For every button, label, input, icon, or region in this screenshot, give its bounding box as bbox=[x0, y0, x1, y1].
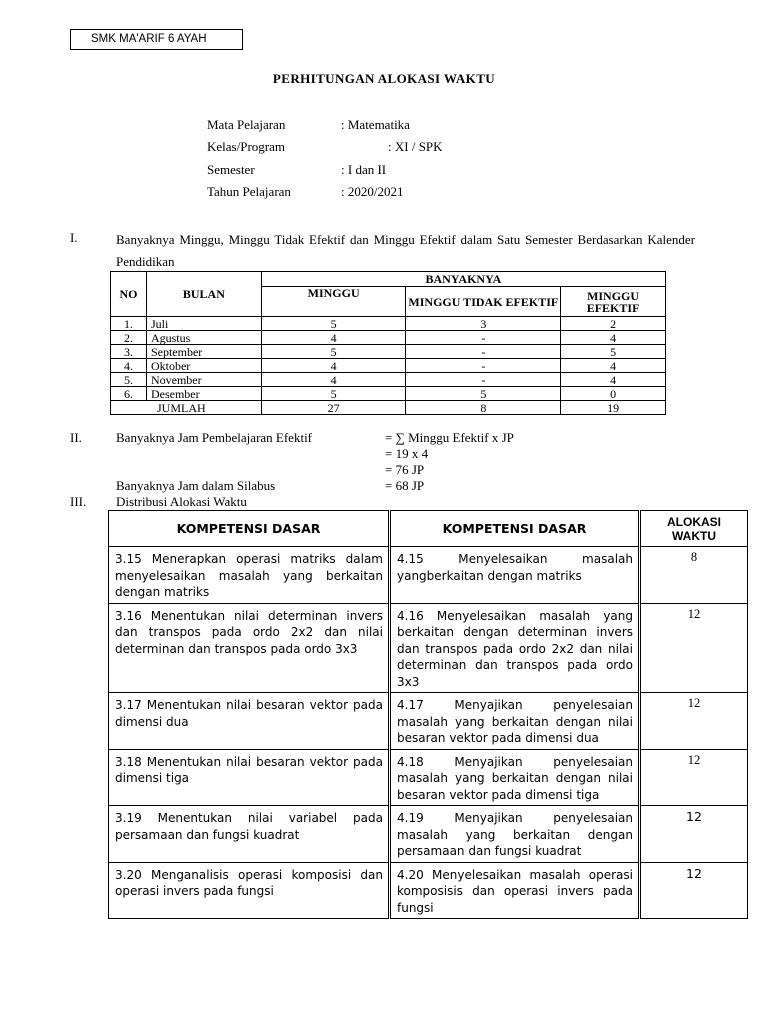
total-minggu: 27 bbox=[261, 401, 406, 415]
cell-tidak-efektif: 3 bbox=[406, 317, 561, 331]
cell-minggu: 5 bbox=[261, 317, 406, 331]
cell-minggu: 5 bbox=[261, 387, 406, 401]
cell-alokasi: 8 bbox=[640, 547, 748, 604]
cell-bulan: September bbox=[146, 345, 261, 359]
cell-bulan: November bbox=[146, 373, 261, 387]
table-row bbox=[111, 317, 666, 331]
header-bulan: BULAN bbox=[146, 272, 261, 317]
table-row bbox=[109, 749, 748, 806]
info-value: : XI / SPK bbox=[388, 139, 443, 154]
cell-no: 4. bbox=[111, 359, 147, 373]
section-3-number: III. bbox=[70, 494, 87, 509]
cell-tidak-efektif: - bbox=[406, 373, 561, 387]
cell-minggu: 5 bbox=[261, 345, 406, 359]
cell-minggu: 4 bbox=[261, 359, 406, 373]
total-efektif: 19 bbox=[561, 401, 666, 415]
cell-efektif: 4 bbox=[561, 359, 666, 373]
cell-no: 1. bbox=[111, 317, 147, 331]
school-name-box: SMK MA'ARIF 6 AYAH bbox=[70, 29, 243, 50]
cell-no: 6. bbox=[111, 387, 147, 401]
cell-alokasi: 12 bbox=[640, 603, 748, 693]
cell-alokasi: 12 bbox=[640, 693, 748, 750]
cell-efektif: 4 bbox=[561, 373, 666, 387]
header-banyaknya: BANYAKNYA bbox=[261, 272, 665, 287]
cell-no: 2. bbox=[111, 331, 147, 345]
info-label: Kelas/Program bbox=[207, 139, 285, 154]
cell-minggu: 4 bbox=[261, 373, 406, 387]
cell-bulan: Agustus bbox=[146, 331, 261, 345]
cell-kd-4: 4.15 Menyelesaikan masalah yangberkaitan dengan matriks bbox=[390, 547, 640, 604]
cell-kd-4: 4.19 Menyajikan penyelesaian masalah yang berkaitan dengan persamaan dan fungsi kuadrat bbox=[390, 806, 640, 863]
silabus-value: = 68 JP bbox=[385, 478, 425, 493]
table-row bbox=[109, 862, 748, 919]
section-1-number: I. bbox=[70, 230, 78, 245]
cell-kd-3: 3.15 Menerapkan operasi matriks dalam menyelesaikan masalah yang berkaitan dengan matriks bbox=[109, 547, 390, 604]
table-row bbox=[109, 806, 748, 863]
cell-minggu: 4 bbox=[261, 331, 406, 345]
cell-bulan: Oktober bbox=[146, 359, 261, 373]
info-value: : Matematika bbox=[341, 117, 410, 132]
table-row bbox=[111, 345, 666, 359]
cell-bulan: Desember bbox=[146, 387, 261, 401]
cell-kd-4: 4.20 Menyelesaikan masalah operasi komposisis dan operasi invers pada fungsi bbox=[390, 862, 640, 919]
cell-alokasi: 12 bbox=[640, 749, 748, 806]
section-1-text: Banyaknya Minggu, Minggu Tidak Efektif dan Minggu Efektif dalam Satu Semester Berdasarkan Kalender Pendidikan bbox=[116, 232, 695, 269]
table-row bbox=[109, 693, 748, 750]
cell-efektif: 0 bbox=[561, 387, 666, 401]
table-row bbox=[111, 359, 666, 373]
table-row bbox=[111, 331, 666, 345]
cell-kd-4: 4.16 Menyelesaikan masalah yang berkaitan dengan determinan invers dan transpos pada ordo 2x2 dan nilai determinan dan transpos pada ordo 3x3 bbox=[390, 603, 640, 693]
table-row bbox=[109, 603, 748, 693]
header-kd-3: KOMPETENSI DASAR bbox=[109, 511, 390, 547]
cell-no: 3. bbox=[111, 345, 147, 359]
total-tidak-efektif: 8 bbox=[406, 401, 561, 415]
header-minggu-efektif: MINGGU EFEKTIF bbox=[561, 287, 666, 317]
section-3-label: Distribusi Alokasi Waktu bbox=[116, 494, 247, 509]
jp-formula-line: = 19 x 4 bbox=[385, 446, 429, 461]
cell-tidak-efektif: - bbox=[406, 331, 561, 345]
info-label: Mata Pelajaran bbox=[207, 117, 286, 132]
section-2-label: Banyaknya Jam Pembelajaran Efektif bbox=[116, 430, 313, 445]
cell-tidak-efektif: - bbox=[406, 359, 561, 373]
jp-formula-line: = ∑ Minggu Efektif x JP bbox=[385, 430, 514, 445]
cell-tidak-efektif: - bbox=[406, 345, 561, 359]
cell-kd-4: 4.17 Menyajikan penyelesaian masalah yang berkaitan dengan nilai besaran vektor pada dimensi dua bbox=[390, 693, 640, 750]
header-minggu: MINGGU bbox=[261, 287, 406, 317]
header-kd-4: KOMPETENSI DASAR bbox=[390, 511, 640, 547]
table-total-row bbox=[111, 401, 666, 415]
week-table bbox=[110, 271, 666, 415]
cell-kd-3: 3.16 Menentukan nilai determinan invers dan transpos pada ordo 2x2 dan nilai determinan dan transpos pada ordo 3x3 bbox=[109, 603, 390, 693]
jp-formula-line: = 76 JP bbox=[385, 462, 425, 477]
section-2-number: II. bbox=[70, 430, 82, 445]
total-label: JUMLAH bbox=[111, 401, 262, 415]
cell-efektif: 2 bbox=[561, 317, 666, 331]
cell-no: 5. bbox=[111, 373, 147, 387]
cell-kd-3: 3.20 Menganalisis operasi komposisi dan operasi invers pada fungsi bbox=[109, 862, 390, 919]
table-row bbox=[109, 547, 748, 604]
cell-bulan: Juli bbox=[146, 317, 261, 331]
cell-kd-4: 4.18 Menyajikan penyelesaian masalah yang berkaitan dengan nilai besaran vektor pada dimensi tiga bbox=[390, 749, 640, 806]
cell-efektif: 5 bbox=[561, 345, 666, 359]
info-label: Tahun Pelajaran bbox=[207, 184, 291, 199]
header-alokasi-waktu: ALOKASI WAKTU bbox=[640, 511, 748, 547]
info-label: Semester bbox=[207, 162, 255, 177]
table-row bbox=[111, 373, 666, 387]
document-title: PERHITUNGAN ALOKASI WAKTU bbox=[272, 71, 496, 86]
cell-tidak-efektif: 5 bbox=[406, 387, 561, 401]
cell-kd-3: 3.19 Menentukan nilai variabel pada persamaan dan fungsi kuadrat bbox=[109, 806, 390, 863]
info-value: : I dan II bbox=[341, 162, 387, 177]
cell-kd-3: 3.18 Menentukan nilai besaran vektor pada dimensi tiga bbox=[109, 749, 390, 806]
cell-kd-3: 3.17 Menentukan nilai besaran vektor pada dimensi dua bbox=[109, 693, 390, 750]
cell-efektif: 4 bbox=[561, 331, 666, 345]
header-minggu-tidak-efektif: MINGGU TIDAK EFEKTIF bbox=[406, 287, 561, 317]
header-no: NO bbox=[111, 272, 147, 317]
cell-alokasi: 12 bbox=[640, 862, 748, 919]
silabus-label: Banyaknya Jam dalam Silabus bbox=[116, 478, 276, 493]
info-value: : 2020/2021 bbox=[341, 184, 404, 199]
table-row bbox=[111, 387, 666, 401]
cell-alokasi: 12 bbox=[640, 806, 748, 863]
kd-table bbox=[108, 510, 748, 919]
